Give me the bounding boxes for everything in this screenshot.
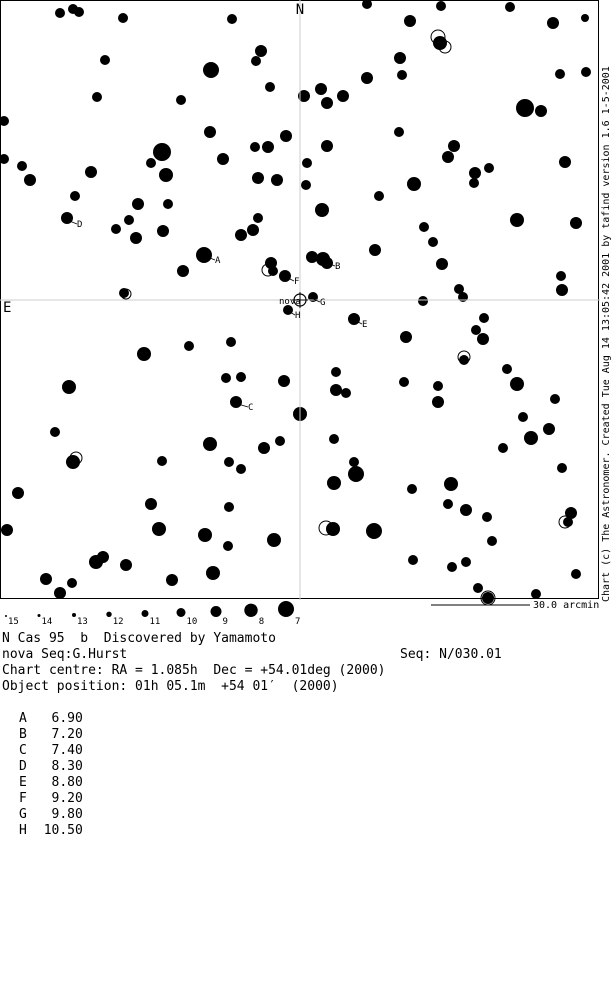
star-dot [50, 427, 60, 437]
star-dot [482, 512, 492, 522]
comparison-star-label: A [215, 256, 221, 266]
star-dot [177, 265, 189, 277]
star-dot [348, 466, 364, 482]
star-dot [369, 244, 381, 256]
object-position: Object position: 01h 05.1m +54 01′ (2000) [2, 679, 339, 694]
north-label: N [295, 2, 305, 18]
star-dot [137, 347, 151, 361]
star-dot [524, 431, 538, 445]
mag-key-label: 8 [258, 617, 265, 627]
comparison-row-label: B [19, 727, 27, 742]
mag-key-label: 9 [222, 617, 228, 627]
star-dot [89, 555, 103, 569]
star-dot [479, 313, 489, 323]
comparison-row-label: C [19, 743, 27, 758]
star-dot [331, 367, 341, 377]
star-dot [184, 341, 194, 351]
star-dot [130, 232, 142, 244]
chart-centre: Chart centre: RA = 1.085h Dec = +54.01deg (2000) [2, 663, 386, 678]
star-dot [518, 412, 528, 422]
mag-key-dot [5, 615, 7, 617]
star-dot [321, 140, 333, 152]
star-dot [348, 313, 360, 325]
star-dot [547, 17, 559, 29]
star-dot [550, 394, 560, 404]
star-dot [0, 116, 9, 126]
comparison-star-label: C [248, 403, 254, 413]
chart-credit: Chart (c) The Astronomer. Created Tue Aug 14 13:05:42 2001 by tafind version 1.6 1-5-2001 [601, 66, 612, 602]
sequence-id: Seq: N/030.01 [400, 647, 502, 662]
mag-key-dot [106, 612, 111, 617]
mag-key-dot [72, 613, 76, 617]
star-dot [70, 191, 80, 201]
star-dot [306, 251, 318, 263]
star-dot [217, 153, 229, 165]
comparison-star-label: H [295, 311, 301, 321]
star-dot [301, 180, 311, 190]
comparison-row [19, 791, 83, 807]
star-dot [571, 569, 581, 579]
star-dot [341, 388, 351, 398]
star-dot [236, 372, 246, 382]
comparison-row-label: E [19, 775, 27, 790]
star-dot [12, 487, 24, 499]
star-dot [394, 52, 406, 64]
star-dot [557, 463, 567, 473]
star-dot [505, 2, 515, 12]
comparison-row-mag: 9.80 [51, 807, 83, 822]
star-dot [92, 92, 102, 102]
comparison-row [19, 775, 83, 791]
star-dot [265, 82, 275, 92]
target-label: nova [279, 297, 301, 307]
mag-key-dot [244, 604, 257, 617]
mag-key-label: 15 [8, 617, 19, 627]
mag-key-label: 10 [186, 617, 198, 627]
star-dot [433, 381, 443, 391]
star-dot [329, 434, 339, 444]
comparison-row [19, 711, 83, 727]
star-dot [251, 56, 261, 66]
star-dot [255, 45, 267, 57]
comparison-row [19, 727, 83, 743]
star-dot [118, 13, 128, 23]
star-dot [581, 14, 589, 22]
star-dot [436, 1, 446, 11]
star-dot [67, 578, 77, 588]
star-dot [315, 203, 329, 217]
star-dot [394, 127, 404, 137]
star-dot [74, 7, 84, 17]
star-dot [581, 67, 591, 77]
mag-key-dot [211, 606, 222, 617]
star-dot [262, 141, 274, 153]
star-dot [559, 156, 571, 168]
star-dot [447, 562, 457, 572]
mag-key-dot [278, 601, 294, 617]
comparison-row-label: H [19, 823, 27, 838]
star-dot [252, 172, 264, 184]
mag-key-dot [142, 610, 149, 617]
comparison-row-mag: 7.20 [51, 727, 83, 742]
star-dot [471, 325, 481, 335]
star-dot [17, 161, 27, 171]
star-dot [400, 331, 412, 343]
star-dot [374, 191, 384, 201]
star-dot [535, 105, 547, 117]
star-dot [1, 524, 13, 536]
comparison-star-label: G [320, 298, 326, 308]
star-dot [120, 559, 132, 571]
star-dot [250, 142, 260, 152]
star-dot [555, 69, 565, 79]
star-dot [469, 178, 479, 188]
star-dot [556, 271, 566, 281]
star-dot [24, 174, 36, 186]
star-dot [146, 158, 156, 168]
star-dot [203, 62, 219, 78]
star-dot [399, 377, 409, 387]
comparison-row-mag: 8.80 [51, 775, 83, 790]
comparison-row-mag: 6.90 [51, 711, 83, 726]
star-dot [278, 375, 290, 387]
comparison-row-label: G [19, 807, 27, 822]
star-dot [235, 229, 247, 241]
comparison-row [19, 759, 83, 775]
star-dot [153, 143, 171, 161]
discovery-line: N Cas 95 b Discovered by Yamamoto [2, 631, 276, 646]
star-dot [85, 166, 97, 178]
star-dot [442, 151, 454, 163]
star-dot [418, 296, 428, 306]
comparison-row-mag: 10.50 [43, 823, 83, 838]
star-dot [198, 528, 212, 542]
star-dot [124, 215, 134, 225]
star-dot [157, 225, 169, 237]
star-dot [408, 555, 418, 565]
star-dot [280, 130, 292, 142]
star-dot [253, 213, 263, 223]
scale-label: 30.0 arcmin [533, 600, 600, 611]
star-dot [531, 589, 541, 599]
comparison-row [19, 823, 83, 839]
star-dot [510, 377, 524, 391]
star-dot [236, 464, 246, 474]
comparison-row-mag: 9.20 [51, 791, 83, 806]
comparison-row [19, 807, 83, 823]
star-dot [0, 154, 9, 164]
star-dot [516, 99, 534, 117]
star-dot [204, 126, 216, 138]
star-dot [502, 364, 512, 374]
comparison-row-mag: 8.30 [51, 759, 83, 774]
star-dot [448, 140, 460, 152]
star-dot [55, 8, 65, 18]
mag-key-label: 12 [112, 617, 124, 627]
star-dot [100, 55, 110, 65]
star-dot [543, 423, 555, 435]
star-dot [362, 0, 372, 9]
star-dot [247, 224, 259, 236]
star-dot [206, 566, 220, 580]
star-dot [477, 333, 489, 345]
star-dot [279, 270, 291, 282]
comparison-star-label: B [335, 262, 341, 272]
star-dot [230, 396, 242, 408]
star-dot [166, 574, 178, 586]
star-dot [145, 498, 157, 510]
star-dot [498, 443, 508, 453]
star-dot [366, 523, 382, 539]
star-dot [337, 90, 349, 102]
star-dot [40, 573, 52, 585]
star-dot [271, 174, 283, 186]
star-dot [132, 198, 144, 210]
star-dot [570, 217, 582, 229]
star-dot [315, 83, 327, 95]
star-dot [327, 476, 341, 490]
mag-key-dot [38, 614, 41, 617]
star-dot [510, 213, 524, 227]
comparison-row-mag: 7.40 [51, 743, 83, 758]
comparison-star-label: D [77, 220, 83, 230]
star-dot [460, 504, 472, 516]
star-dot [275, 436, 285, 446]
comparison-row-label: D [19, 759, 27, 774]
star-dot [397, 70, 407, 80]
star-dot [432, 396, 444, 408]
comparison-row-label: A [19, 711, 27, 726]
star-dot [159, 168, 173, 182]
star-dot [203, 437, 217, 451]
star-dot [54, 587, 66, 599]
star-dot [66, 455, 80, 469]
star-dot [404, 15, 416, 27]
star-dot [321, 97, 333, 109]
mag-key-label: 11 [149, 617, 161, 627]
star-dot [267, 533, 281, 547]
mag-key-label: 13 [77, 617, 88, 627]
star-dot [349, 457, 359, 467]
star-dot [223, 541, 233, 551]
star-dot [330, 384, 342, 396]
star-dot [361, 72, 373, 84]
star-dot [62, 380, 76, 394]
star-dot [444, 477, 458, 491]
mag-key-dot [177, 608, 186, 617]
star-dot [461, 557, 471, 567]
comparison-labels [67, 220, 367, 413]
star-dot [428, 237, 438, 247]
east-label: E [3, 300, 12, 316]
star-dot [258, 442, 270, 454]
sequence-author: nova Seq:G.Hurst [2, 647, 128, 662]
star-dot [419, 222, 429, 232]
star-dot [157, 456, 167, 466]
star-dot [224, 502, 234, 512]
mag-key-label: 14 [41, 617, 53, 627]
comparison-row [19, 743, 83, 759]
star-dot [61, 212, 73, 224]
star-dot [227, 14, 237, 24]
star-dot [487, 536, 497, 546]
comparison-star-label: E [362, 320, 368, 330]
star-dot [407, 484, 417, 494]
star-dot [556, 284, 568, 296]
star-dot [484, 163, 494, 173]
comparison-star-label: F [294, 277, 300, 287]
star-dot [221, 373, 231, 383]
star-dot [443, 499, 453, 509]
star-dot [163, 199, 173, 209]
star-dot [224, 457, 234, 467]
star-dot [176, 95, 186, 105]
star-dot [436, 258, 448, 270]
star-dot [473, 583, 483, 593]
star-dot [111, 224, 121, 234]
star-dot [226, 337, 236, 347]
star-dot [469, 167, 481, 179]
star-dot [196, 247, 212, 263]
comparison-row-label: F [19, 791, 27, 806]
magnitude-key [5, 601, 300, 627]
star-dot [302, 158, 312, 168]
star-dot [152, 522, 166, 536]
mag-key-label: 7 [295, 617, 301, 627]
star-dot [407, 177, 421, 191]
